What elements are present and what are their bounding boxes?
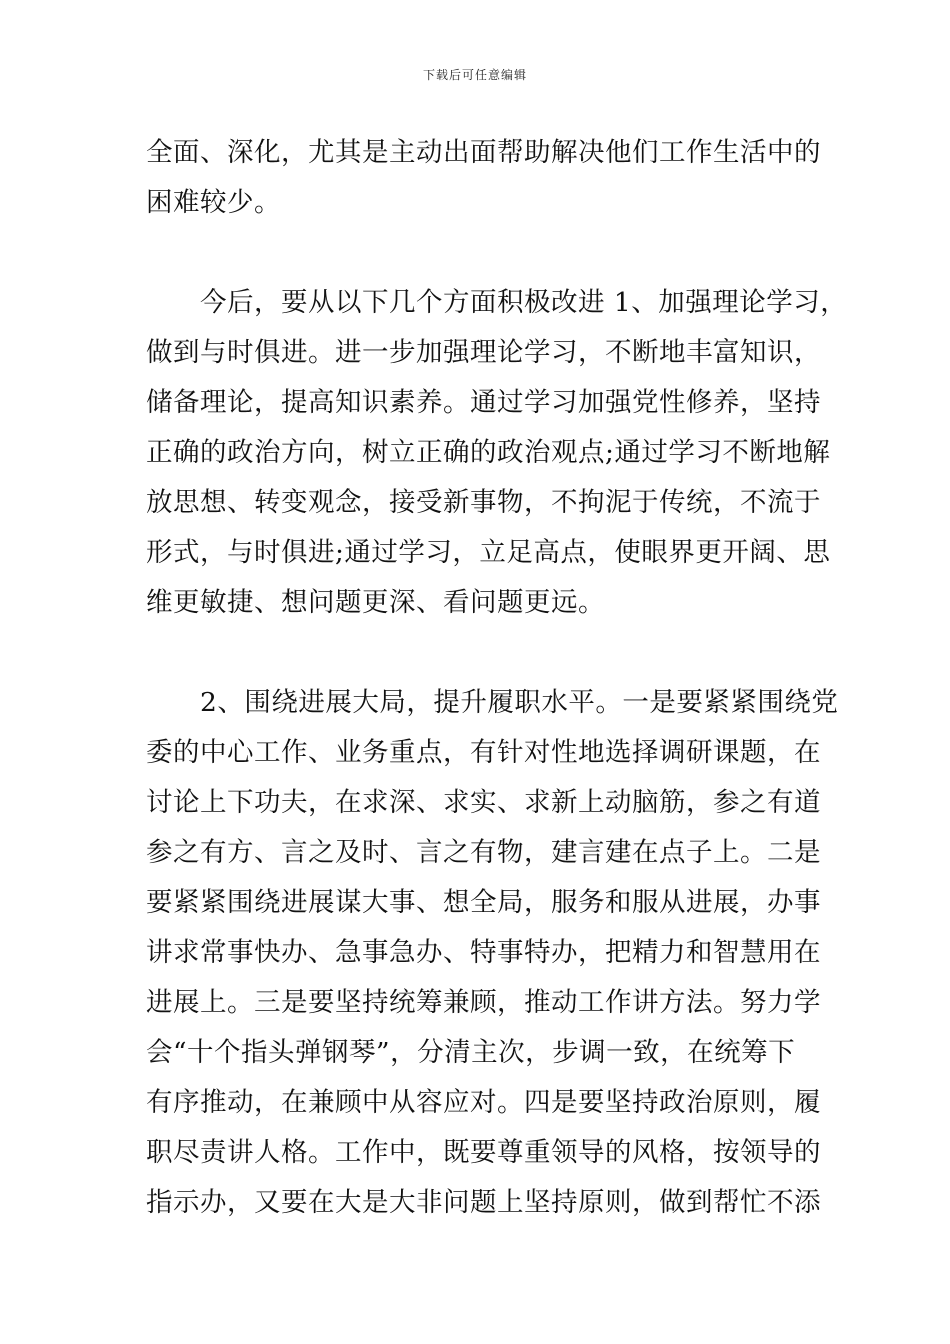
text-line: 指示办，又要在大是大非问题上坚持原则，做到帮忙不添 (146, 1187, 821, 1218)
paragraph-gap (146, 228, 818, 278)
text-line: 正确的政治方向，树立正确的政治观点;通过学习不断地解 (146, 437, 831, 468)
paragraph-gap (146, 628, 818, 678)
text-line: 参之有方、言之及时、言之有物，建言建在点子上。二是 (146, 837, 821, 868)
text-line: 讨论上下功夫，在求深、求实、求新上动脑筋，参之有道 (146, 787, 821, 818)
text-line: 委的中心工作、业务重点，有针对性地选择调研课题，在 (146, 737, 821, 768)
text-line: 2、围绕进展大局，提升履职水平。一是要紧紧围绕党 (146, 687, 839, 718)
text-line: 困难较少。 (146, 187, 281, 218)
text-line: 全面、深化，尤其是主动出面帮助解决他们工作生活中的 (146, 137, 821, 168)
text-line: 维更敏捷、想问题更深、看问题更远。 (146, 587, 605, 618)
text-line: 职尽责讲人格。工作中，既要尊重领导的风格，按领导的 (146, 1137, 821, 1168)
text-line: 有序推动，在兼顾中从容应对。四是要坚持政治原则，履 (146, 1087, 821, 1118)
text-line: 储备理论，提高知识素养。通过学习加强党性修养，坚持 (146, 387, 821, 418)
text-line: 进展上。三是要坚持统筹兼顾，推动工作讲方法。努力学 (146, 987, 821, 1018)
text-line: 放思想、转变观念，接受新事物，不拘泥于传统，不流于 (146, 487, 821, 518)
page-header-note: 下载后可任意编辑 (422, 68, 527, 82)
document-body (146, 128, 848, 1228)
text-line: 形式，与时俱进;通过学习，立足高点，使眼界更开阔、思 (146, 537, 831, 568)
text-line: 今后，要从以下几个方面积极改进 1、加强理论学习， (146, 287, 848, 318)
text-line: 要紧紧围绕进展谋大事、想全局，服务和服从进展，办事 (146, 887, 821, 918)
text-line: 做到与时俱进。进一步加强理论学习，不断地丰富知识， (146, 337, 821, 368)
text-line: 会“十个指头弹钢琴”，分清主次，步调一致，在统筹下 (146, 1037, 796, 1068)
text-line: 讲求常事快办、急事急办、特事特办，把精力和智慧用在 (146, 937, 821, 968)
